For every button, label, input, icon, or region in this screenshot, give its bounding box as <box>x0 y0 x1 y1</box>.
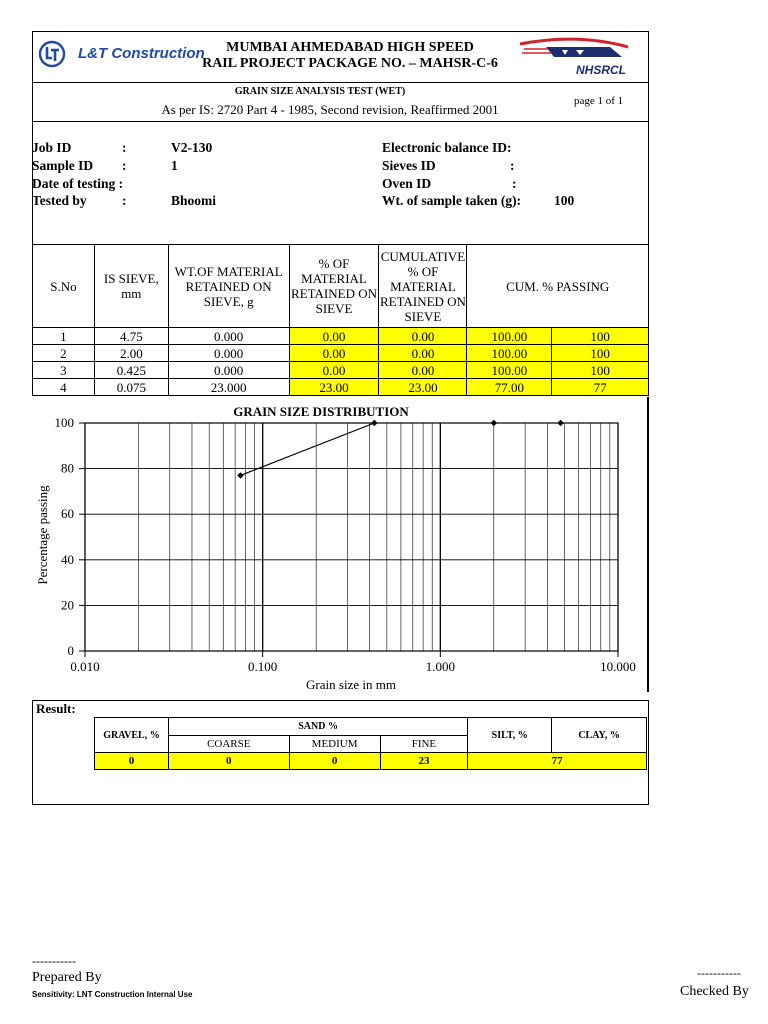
medium-header: MEDIUM <box>289 736 380 753</box>
sieves-label: Sieves ID <box>382 158 436 173</box>
cell: 23.00 <box>289 379 379 396</box>
table-row <box>33 362 649 379</box>
job-id-colon: : <box>122 140 127 155</box>
data-point <box>237 472 243 478</box>
header-cum-retained: CUMULATIVE % OF MATERIAL RETAINED ON SIEVE <box>379 245 467 328</box>
grain-size-chart <box>0 397 650 697</box>
result-label: Result: <box>36 701 76 716</box>
silt-header: SILT, % <box>468 718 552 753</box>
table-row <box>33 379 649 396</box>
cell: 77 <box>552 379 649 396</box>
x-tick-label: 1.000 <box>425 659 455 674</box>
project-title-line2: RAIL PROJECT PACKAGE NO. – MAHSR-C-6 <box>202 56 498 71</box>
test-name: GRAIN SIZE ANALYSIS TEST (WET) <box>234 86 406 97</box>
cell: 100.00 <box>467 362 552 379</box>
cell: 0.000 <box>168 362 289 379</box>
nhsrcl-logo-icon <box>518 35 636 65</box>
lt-logo <box>38 40 218 70</box>
cell: 0.00 <box>379 328 467 345</box>
chart-title: GRAIN SIZE DISTRIBUTION <box>233 404 409 419</box>
header-is-sieve: IS SIEVE, mm <box>94 245 168 328</box>
gravel-value: 0 <box>95 753 169 770</box>
result-table <box>94 717 647 770</box>
cell: 4.75 <box>94 328 168 345</box>
table-row <box>33 345 649 362</box>
project-title-line1: MUMBAI AHMEDABAD HIGH SPEED <box>226 40 474 55</box>
cell: 23.000 <box>168 379 289 396</box>
weight-value: 100 <box>554 193 575 208</box>
x-tick-label: 10.000 <box>600 659 636 674</box>
coarse-value: 0 <box>168 753 289 770</box>
weight-label: Wt. of sample taken (g): <box>382 193 522 208</box>
balance-label: Electronic balance ID: <box>382 140 512 155</box>
cell: 0.00 <box>289 362 379 379</box>
job-id-label: Job ID <box>32 140 72 155</box>
header-sno: S.No <box>33 245 95 328</box>
cell: 4 <box>33 379 95 396</box>
medium-value: 0 <box>289 753 380 770</box>
cell: 0.00 <box>379 345 467 362</box>
sieve-table <box>32 244 649 396</box>
header-cum-passing: CUM. % PASSING <box>467 245 649 328</box>
y-tick-label: 40 <box>61 551 74 567</box>
sieves-colon: : <box>510 158 515 173</box>
series-line <box>240 423 374 475</box>
coarse-header: COARSE <box>168 736 289 753</box>
nhsrcl-logo-text: NHSRCL <box>576 63 626 77</box>
sensitivity-label: Sensitivity: LNT Construction Internal Use <box>32 990 193 999</box>
nhsrcl-logo <box>518 35 638 80</box>
prepared-by: Prepared By <box>32 970 102 985</box>
cell: 100 <box>552 328 649 345</box>
sand-header: SAND % <box>168 718 467 736</box>
clay-header: CLAY, % <box>552 718 647 753</box>
cell: 1 <box>33 328 95 345</box>
chart-grid <box>85 423 618 651</box>
lt-logo-text: L&T Construction <box>78 45 205 62</box>
data-point <box>557 420 563 426</box>
y-tick-label: 100 <box>54 415 74 430</box>
cell: 100 <box>552 362 649 379</box>
fine-header: FINE <box>380 736 468 753</box>
cell: 0.075 <box>94 379 168 396</box>
gravel-header: GRAVEL, % <box>95 718 169 753</box>
tested-by-colon: : <box>122 193 127 208</box>
cell: 0.00 <box>379 362 467 379</box>
date-label: Date of testing : <box>32 176 124 191</box>
y-tick-label: 80 <box>61 460 74 476</box>
cell: 2 <box>33 345 95 362</box>
chart-xlabel: Grain size in mm <box>306 677 396 692</box>
chart-marks <box>237 420 563 479</box>
cell: 3 <box>33 362 95 379</box>
checked-by: Checked By <box>680 984 749 999</box>
chart-ticks <box>55 415 636 674</box>
page-number: page 1 of 1 <box>574 95 624 107</box>
fine-value: 23 <box>380 753 468 770</box>
cell: 0.425 <box>94 362 168 379</box>
header-pct-retained: % OF MATERIAL RETAINED ON SIEVE <box>289 245 379 328</box>
checked-by-dashes: ----------- <box>697 966 741 980</box>
cell: 0.00 <box>289 328 379 345</box>
header-wt-retained: WT.OF MATERIAL RETAINED ON SIEVE, g <box>168 245 289 328</box>
lt-logo-icon <box>38 40 66 68</box>
cell: 23.00 <box>379 379 467 396</box>
tested-by-value: Bhoomi <box>171 193 217 208</box>
cell: 100.00 <box>467 345 552 362</box>
cell: 2.00 <box>94 345 168 362</box>
silt-clay-value: 77 <box>468 753 647 770</box>
data-point <box>371 420 377 426</box>
y-tick-label: 20 <box>61 597 74 613</box>
cell: 0.000 <box>168 328 289 345</box>
sample-id-value: 1 <box>171 158 178 173</box>
tested-by-label: Tested by <box>32 193 87 208</box>
x-tick-label: 0.010 <box>70 659 100 674</box>
test-standard: As per IS: 2720 Part 4 - 1985, Second revision, Reaffirmed 2001 <box>161 102 499 117</box>
cell: 77.00 <box>467 379 552 396</box>
sample-id-label: Sample ID <box>32 158 94 173</box>
cell: 100 <box>552 345 649 362</box>
cell: 0.000 <box>168 345 289 362</box>
plot-border <box>85 423 618 651</box>
chart-ylabel: Percentage passing <box>35 485 50 585</box>
y-tick-label: 0 <box>67 643 74 658</box>
x-tick-label: 0.100 <box>248 659 278 674</box>
cell: 100.00 <box>467 328 552 345</box>
table-row <box>33 328 649 345</box>
data-point <box>491 420 497 426</box>
cell: 0.00 <box>289 345 379 362</box>
y-tick-label: 60 <box>61 506 74 522</box>
prepared-by-dashes: ----------- <box>32 954 76 968</box>
oven-colon: : <box>512 176 517 191</box>
oven-label: Oven ID <box>382 176 432 191</box>
sample-id-colon: : <box>122 158 127 173</box>
job-id-value: V2-130 <box>171 140 213 155</box>
